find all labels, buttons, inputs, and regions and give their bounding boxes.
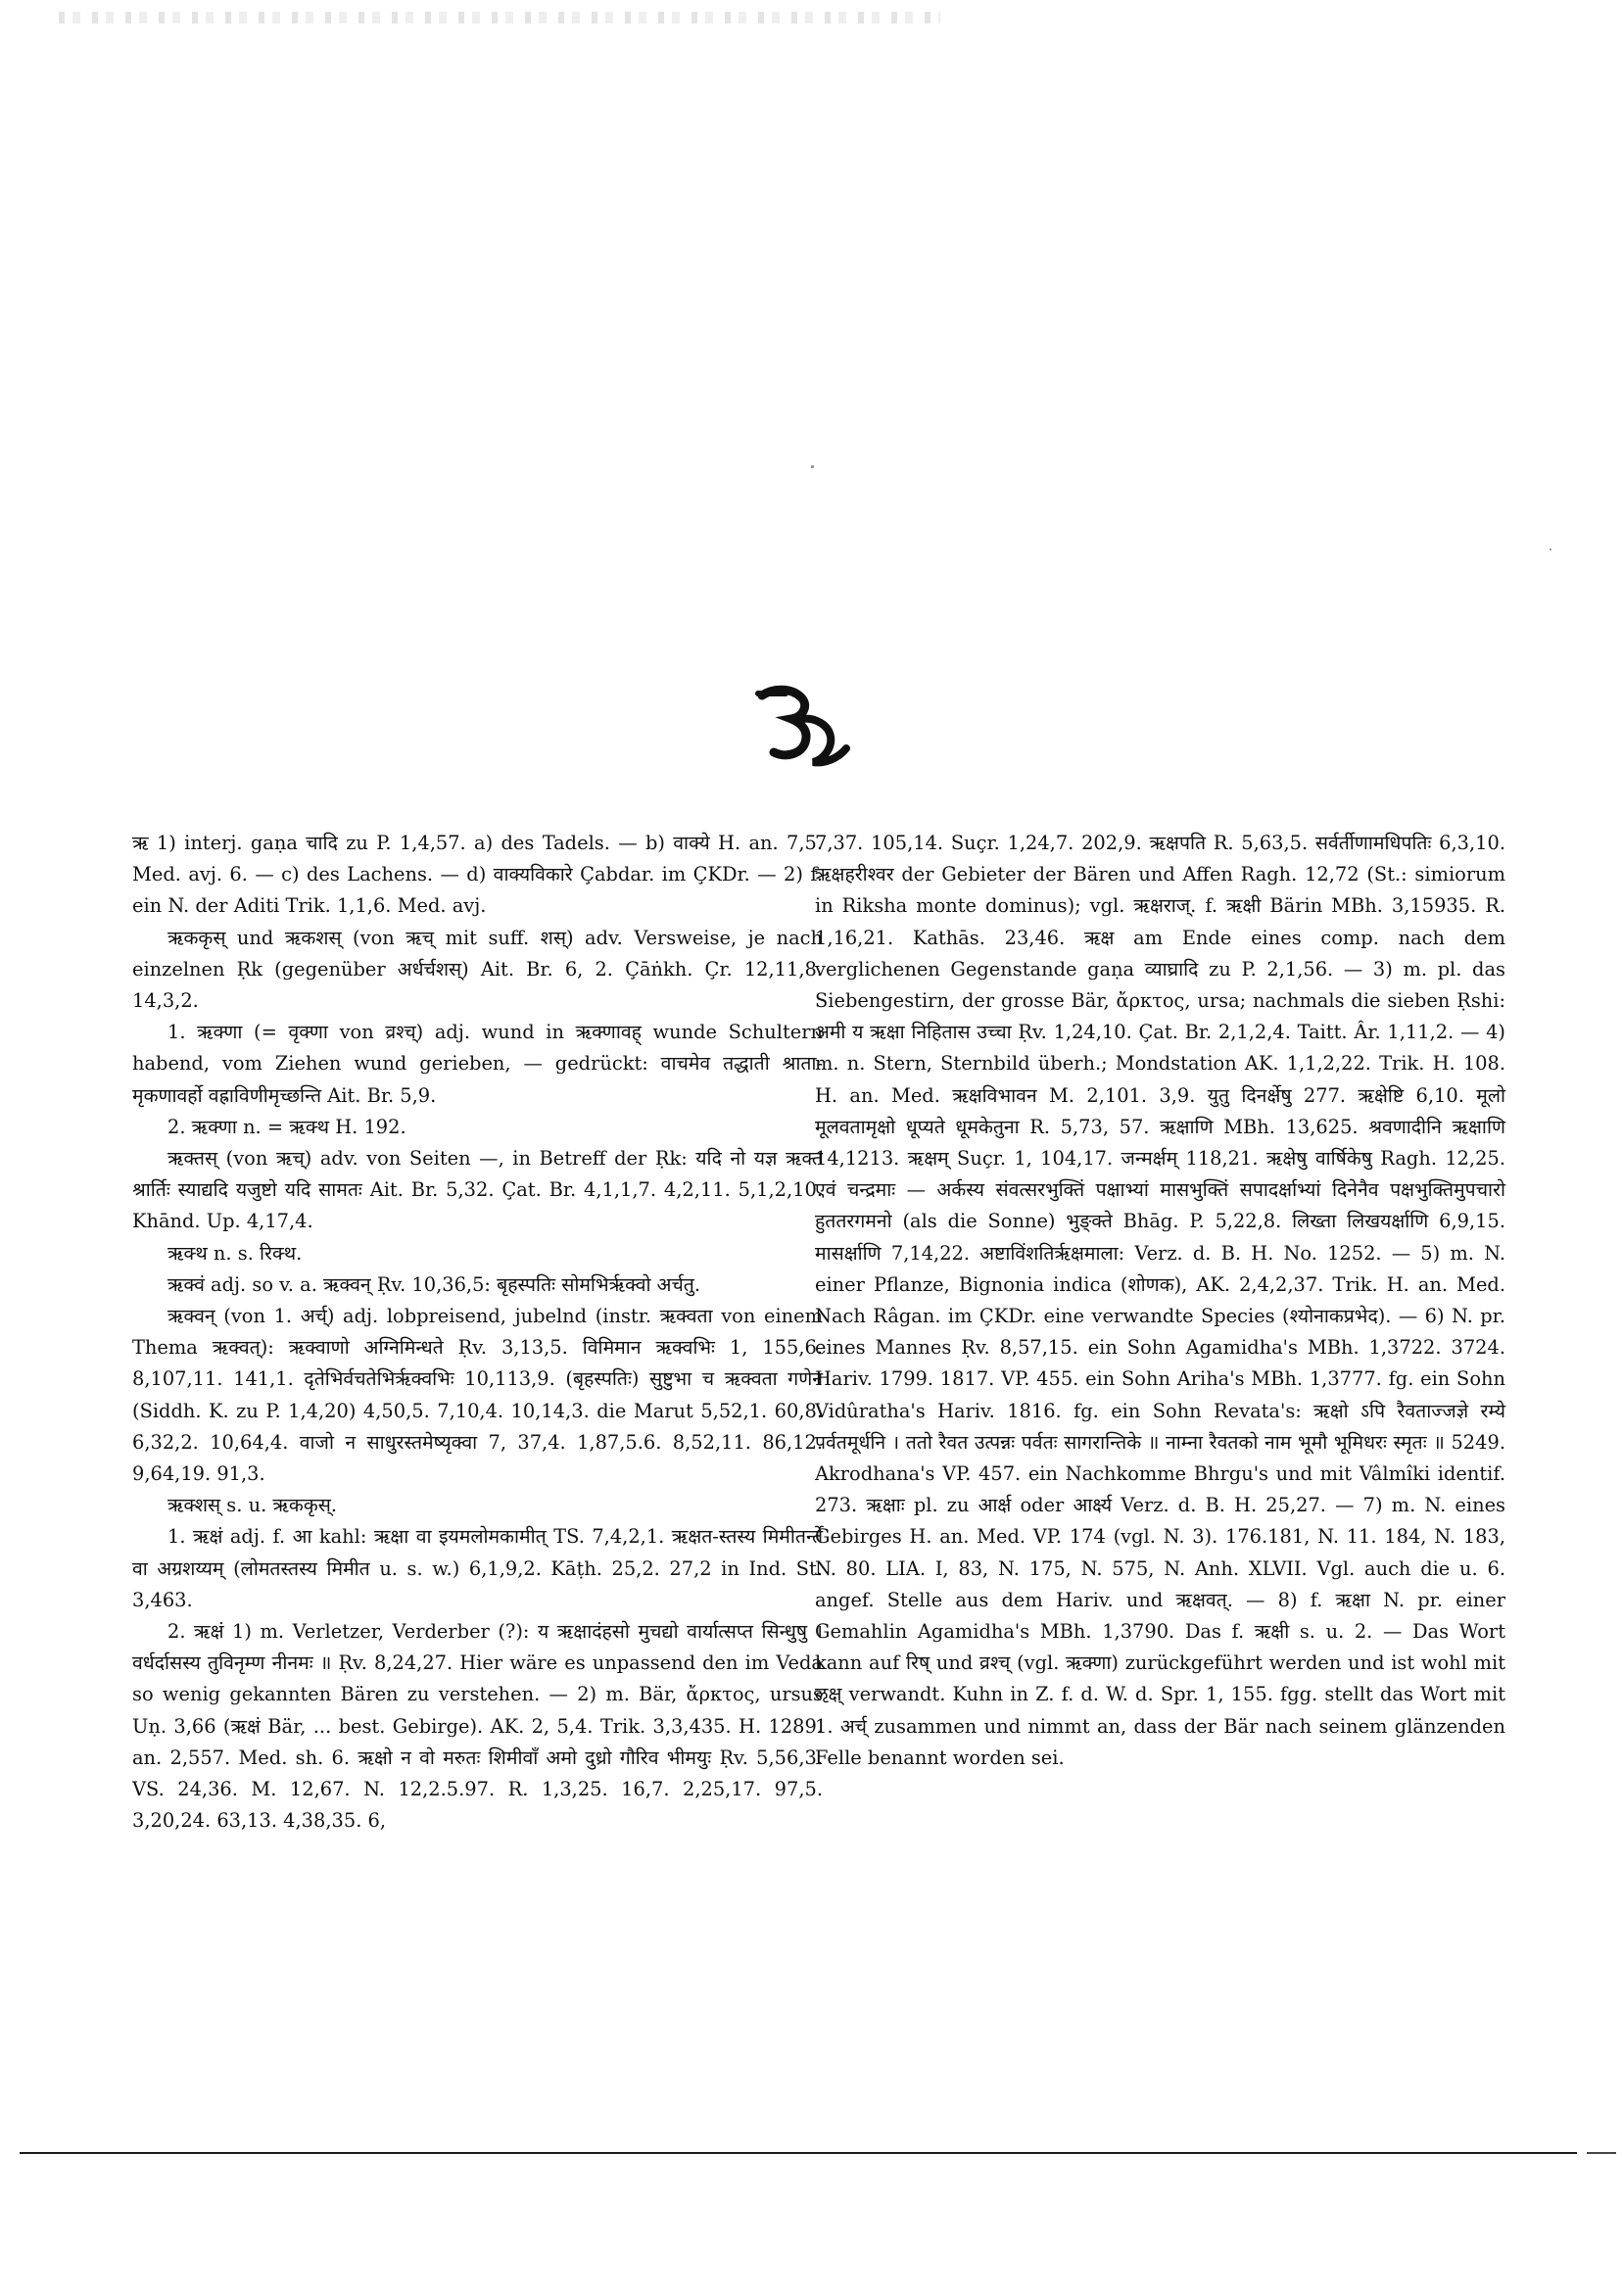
entry-paragraph: 1. ऋक्षं adj. f. आ kahl: ऋक्षा वा इयमलोमकामीत् TS. 7,4,2,1. ऋक्षत-स्तस्य मिमीतर्न्ते वा अग्रशय्यम् (लोमतस्तस्य मिमीत u. s. w.) 6,1,9,2. Kāṭh. 25,2. 27,2 in Ind. St. 3,463. (132, 1525, 823, 1611)
scan-speck (1550, 549, 1551, 550)
entry-paragraph: 1. ऋक्णा (= वृक्णा von व्रश्च्) adj. wund in ऋक्णावह् wunde Schultern habend, vom Ziehen wund gerieben, — gedrückt: वाचमेव तद्धाती श्राता-मृकणावर्हो वह्राविणीमृच्छन्ति Ait. Br. 5,9. (132, 1021, 823, 1107)
entry-paragraph: ऋक्वन् (von 1. अर्च्) adj. lobpreisend, jubelnd (instr. ऋक्वता von einem Thema ऋक्वत्): ऋक्वाणो अग्निमिन्धते Ṛv. 3,13,5. विमिमान ऋक्वभिः 1, 155,6. 8,107,11. 141,1. दृतेभिर्वचतेभिर्ऋक्वभिः 10,113,9. (बृहस्पतिः) सुष्टुभा च ऋक्वता गणेन (Siddh. K. zu P. 1,4,20) 4,50,5. 7,10,4. 10,14,3. die Marut 5,52,1. 60,8. 6,32,2. 10,64,4. वाजो न साधुरस्तमेष्यृक्वा 7, 37,4. 1,87,5.6. 8,52,11. 86,12. 9,64,19. 91,3. (132, 1305, 823, 1486)
entry-paragraph: ऋक्थ n. s. रिक्थ. (167, 1241, 303, 1265)
section-heading-letter (739, 676, 867, 774)
entry-paragraph: 7,37. 105,14. Suçr. 1,24,7. 202,9. ऋक्षपति R. 5,63,5. सर्वर्तीणामधिपतिः 6,3,10. ऋक्षहरीश्वर der Gebieter der Bären und Affen Ragh. 12,72 (St.: simiorum in Riksha monte dominus); vgl. ऋक्षराज्. f. ऋक्षी Bärin MBh. 3,15935. R. 1,16,21. Kathās. 23,46. ऋक्ष am Ende eines comp. nach dem verglichenen Gegenstande gaṇa व्याघ्रादि zu P. 2,1,56. — 3) m. pl. das Siebengestirn, der grosse Bär, ἄρκτος, ursa; nachmals die sieben Ṛshi: अमी य ऋक्षा निहितास उच्चा Ṛv. 1,24,10. Çat. Br. 2,1,2,4. Taitt. Âr. 1,11,2. — 4) m. n. Stern, Sternbild überh.; Mondstation AK. 1,1,2,22. Trik. H. 108. H. an. Med. ऋक्षविभावन M. 2,101. 3,9. युतु दिनर्क्षेषु 277. ऋक्षेष्टि 6,10. मूलो मूलवतामृक्षो धूप्यते धूमकेतुना R. 5,73, 57. ऋक्षाणि MBh. 13,625. श्रवणादीनि ऋक्षाणि 14,1213. ऋक्षम् Suçr. 1, 104,17. जन्मर्क्षम् 118,21. ऋक्षेषु वार्षिकेषु Ragh. 12,25. एवं चन्द्रमाः — अर्कस्य संवत्सरभुक्तिं पक्षाभ्यां मासभुक्तिं सपादर्क्षाभ्यां दिनेनैव पक्षभुक्तिमुपचारो हुततरगमनो (als die Sonne) भुङ्क्ते Bhāg. P. 5,22,8. लिख्ता लिखयर्क्षाणि 6,9,15. मासर्क्षाणि 7,14,22. अष्टाविंशतिर्ऋक्षमाला: Verz. d. B. H. No. 1252. — 5) m. N. einer Pflanze, Bignonia indica (शोणक), AK. 2,4,2,37. Trik. H. an. Med. Nach Râgan. im ÇKDr. eine verwandte Species (श्योनाकप्रभेद). — 6) N. pr. eines Mannes Ṛv. 8,57,15. ein Sohn Agamidha's MBh. 1,3722. 3724. Hariv. 1799. 1817. VP. 455. ein Sohn Ariha's MBh. 1,3777. fg. ein Sohn Vidûratha's Hariv. 1816. fg. ein Sohn Revata's: ऋक्षो ऽपि रैवताज्जज्ञे रम्ये पर्वतमूर्धनि । ततो रैवत उत्पन्नः पर्वतः सागरान्तिके ॥ नाम्ना रैवतको नाम भूमौ भूमिधरः स्मृतः ॥ 5249. Akrodhana's VP. 457. ein Nachkomme Bhrgu's und mit Vâlmîki identif. 273. ऋक्षाः pl. zu आर्क्ष oder आर्क्ष्य Verz. d. B. H. 25,27. — 7) m. N. eines Gebirges H. an. Med. VP. 174 (vgl. N. 3). 176.181, N. 11. 184, N. 183, N. 80. LIA. I, 83, N. 175, N. 575, N. Anh. XLVII. Vgl. auch die u. 6. angef. Stelle aus dem Hariv. und ऋक्षवत्. — 8) f. ऋक्षा N. pr. einer Gemahlin Agamidha's MBh. 1,3790. Das f. ऋक्षी s. u. 2. — Das Wort kann auf रिष् und व्रश्च् (vgl. ऋक्णा) zurückgeführt werden und ist wohl mit ऌक्ष् verwandt. Kuhn in Z. f. d. W. d. Spr. 1, 155. fgg. stellt das Wort mit 1. अर्च् zusammen und nimmt an, dass der Bär nach seinem glänzenden Felle benannt worden sei. (815, 832, 1505, 1769)
entry-paragraph: 2. ऋक्षं 1) m. Verletzer, Verderber (?): य ऋक्षादंहसो मुचद्यो वार्यात्सप्त सिन्धुषु । वर्धर्दासस्य तुविनृम्ण नीनमः ॥ Ṛv. 8,24,27. Hier wäre es unpassend den im Veda so wenig gekannten Bären zu verstehen. — 2) m. Bär, ἄρκτος, ursus Uṇ. 3,66 (ऋक्षं Bär, ... best. Gebirge). AK. 2, 5,4. Trik. 3,3,435. H. 1289. an. 2,557. Med. sh. 6. ऋक्षो न वो मरुतः शिमीवाँ अमो दुध्रो गौरिव भीमयुः Ṛv. 5,56,3. VS. 24,36. M. 12,67. N. 12,2.5.97. R. 1,3,25. 16,7. 2,25,17. 97,5. 3,20,24. 63,13. 4,38,35. 6, (132, 1620, 823, 1833)
entry-paragraph: ऋ 1) interj. gaṇa चादि zu P. 1,4,57. a) des Tadels. — b) वाक्ये H. an. 7,5. Med. avj. 6. — c) des Lachens. — d) वाक्यविकारे Çabdar. im ÇKDr. — 2) f. ein N. der Aditi Trik. 1,1,6. Med. avj. (132, 832, 823, 918)
entry-paragraph: ऋककृस् und ऋकशस् (von ऋच् mit suff. शस्) adv. Versweise, je nach einzelnen Ṛk (gegenüber अर्धर्चशस्) Ait. Br. 6, 2. Çāṅkh. Çr. 12,11,8. 14,3,2. (132, 926, 823, 1013)
scan-speck (811, 465, 814, 468)
devanagari-ri-glyph (744, 676, 862, 774)
scan-noise-top (59, 12, 940, 24)
entry-paragraph: ऋक्शस् s. u. ऋककृस्. (167, 1494, 337, 1517)
bottom-rule-tail (1587, 2152, 1616, 2154)
entry-paragraph: ऋक्वं adj. so v. a. ऋक्वन् Ṛv. 10,36,5: बृहस्पतिः सोमभिर्ऋक्वो अर्चतु. (167, 1272, 701, 1296)
left-column (132, 828, 823, 1838)
right-column (815, 828, 1505, 1774)
entry-paragraph: 2. ऋक्णा n. = ऋक्थ H. 192. (167, 1115, 406, 1138)
entry-paragraph: ऋक्तस् (von ऋच्) adv. von Seiten —, in Betreff der Ṛk: यदि नो यज्ञ ऋक्त श्रार्तिः स्याद्यदि यजुष्टो यदि सामतः Ait. Br. 5,32. Çat. Br. 4,1,1,7. 4,2,11. 5,1,2,10. Khānd. Up. 4,17,4. (132, 1147, 823, 1233)
bottom-rule (20, 2152, 1577, 2154)
